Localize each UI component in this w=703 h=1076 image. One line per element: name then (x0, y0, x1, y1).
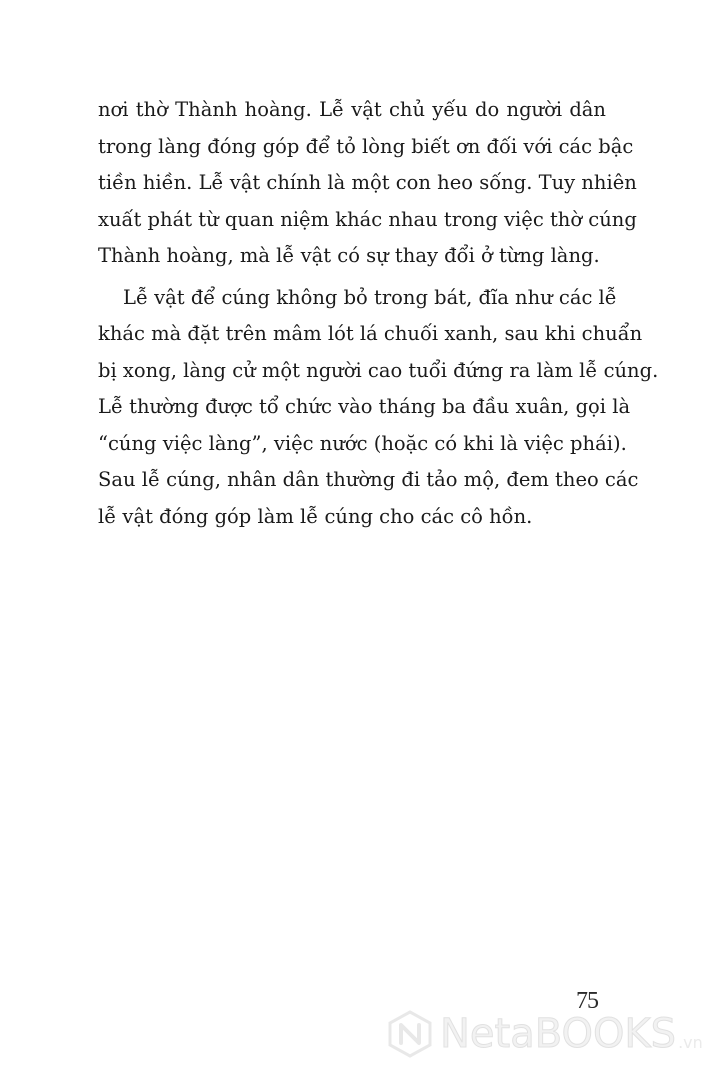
page-number: 75 (576, 988, 598, 1014)
text-line: bị xong, làng cử một người cao tuổi đứng ra làm lễ cúng. (98, 358, 659, 382)
text-line: nơi thờ Thành hoàng. Lễ vật chủ yếu do người dân (98, 98, 606, 121)
text-line: Lễ vật để cúng không bỏ trong bát, đĩa như các lễ (123, 285, 617, 309)
text-line: Sau lễ cúng, nhân dân thường đi tảo mộ, đem theo các (98, 468, 639, 491)
text-line: tiền hiền. Lễ vật chính là một con heo sống. Tuy nhiên (98, 171, 637, 194)
watermark-suffix: .vn (678, 1032, 703, 1052)
text-line: Thành hoàng, mà lễ vật có sự thay đổi ở từng làng. (98, 244, 600, 267)
text-line: trong làng đóng góp để tỏ lòng biết ơn đối với các bậc (98, 134, 634, 158)
paragraph-2 (98, 280, 659, 536)
text-line: khác mà đặt trên mâm lót lá chuối xanh, sau khi chuẩn (98, 322, 643, 345)
text-line: lễ vật đóng góp làm lễ cúng cho các cô hồn. (98, 504, 533, 528)
watermark-text: NetaBOOKS (440, 1011, 677, 1057)
text-line: Lễ thường được tổ chức vào tháng ba đầu xuân, gọi là (98, 395, 631, 418)
watermark (386, 1008, 703, 1060)
page-body (98, 92, 659, 535)
text-line: “cúng việc làng”, việc nước (hoặc có khi là việc phái). (98, 431, 627, 455)
netabooks-logo-icon (386, 1010, 434, 1058)
paragraph-1 (98, 92, 637, 275)
text-line: xuất phát từ quan niệm khác nhau trong việc thờ cúng (98, 207, 637, 231)
